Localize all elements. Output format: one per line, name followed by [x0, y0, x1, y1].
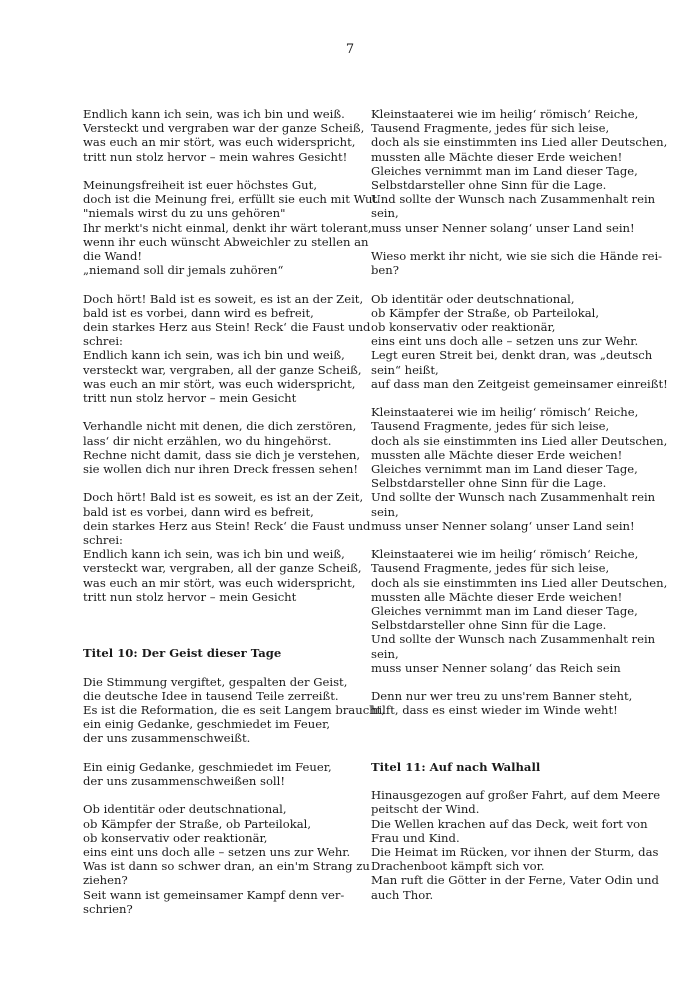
verse-line: lass‘ dir nicht erzählen, wo du hingehörst.: [83, 433, 332, 448]
stanza: [83, 802, 370, 916]
verse-line: auf dass man den Zeitgeist gemeinsamer einreißt!: [371, 376, 668, 391]
right-stanzas-b: [371, 788, 661, 902]
verse-line: mussten alle Mächte dieser Erde weichen!: [371, 589, 623, 604]
stanza: [371, 788, 661, 902]
stanza: [83, 674, 385, 746]
verse-line: was euch an mir stört, was euch widerspricht,: [83, 135, 356, 150]
stanza: [83, 419, 361, 477]
verse-line: Die Stimmung vergiftet, gespalten der Geist,: [83, 674, 348, 689]
verse-line: auch Thor.: [371, 887, 434, 902]
stanza: [83, 107, 365, 164]
verse-line: der uns zusammenschweißen soll!: [83, 774, 285, 789]
verse-line: Endlich kann ich sein, was ich bin und weiß,: [83, 348, 345, 363]
verse-line: Die Heimat im Rücken, vor ihnen der Sturm, das: [371, 845, 659, 860]
verse-line: Und sollte der Wunsch nach Zusammenhalt rein: [371, 192, 656, 207]
verse-line: versteckt war, vergraben, all der ganze Scheiß,: [83, 561, 362, 576]
verse-line: Meinungsfreiheit ist euer höchstes Gut,: [83, 178, 317, 192]
verse-line: Die Wellen krachen auf das Deck, weit fort von: [371, 816, 648, 831]
verse-line: Gleiches vernimmt man im Land dieser Tage,: [371, 462, 638, 477]
verse-line: Und sollte der Wunsch nach Zusammenhalt rein: [371, 632, 656, 647]
stanza: [83, 490, 371, 604]
verse-line: bald ist es vorbei, dann wird es befreit,: [83, 305, 314, 320]
verse-line: Endlich kann ich sein, was ich bin und weiß.: [83, 107, 345, 121]
left-column: [83, 107, 385, 930]
verse-line: Selbstdarsteller ohne Sinn für die Lage.: [371, 618, 607, 633]
page-number: 7: [345, 42, 355, 57]
verse-line: Rechne nicht damit, dass sie dich je verstehen,: [83, 447, 361, 462]
verse-line: Ein einig Gedanke, geschmiedet im Feuer,: [83, 759, 332, 774]
verse-line: ein einig Gedanke, geschmiedet im Feuer,: [83, 717, 331, 732]
right-stanzas-a: [371, 107, 668, 718]
stanza: [371, 291, 668, 391]
left-stanzas-a: [83, 107, 381, 604]
verse-line: peitscht der Wind.: [371, 802, 480, 817]
verse-line: Ob identitär oder deutschnational,: [371, 291, 575, 306]
verse-line: Kleinstaaterei wie im heilig‘ römisch‘ Reiche,: [371, 405, 639, 420]
verse-line: tritt nun stolz hervor – mein Gesicht: [83, 391, 297, 406]
verse-line: dein starkes Herz aus Stein! Reck‘ die Faust und: [83, 320, 371, 335]
stanza: [371, 405, 668, 533]
verse-line: muss unser Nenner solang‘ das Reich sein: [371, 660, 621, 675]
verse-line: ob konservativ oder reaktionär,: [83, 830, 268, 845]
verse-line: Tausend Fragmente, jedes für sich leise,: [371, 121, 610, 136]
verse-line: Legt euren Streit bei, denkt dran, was „deutsch: [371, 348, 653, 363]
verse-line: "niemals wirst du zu uns gehören": [83, 206, 286, 221]
verse-line: doch als sie einstimmten ins Lied aller Deutschen,: [371, 575, 668, 590]
verse-line: eins eint uns doch alle – setzen uns zur Wehr.: [83, 845, 351, 860]
verse-line: muss unser Nenner solang‘ unser Land sein!: [371, 518, 635, 533]
verse-line: doch als sie einstimmten ins Lied aller Deutschen,: [371, 433, 668, 448]
verse-line: Doch hört! Bald ist es soweit, es ist an der Zeit,: [83, 490, 364, 505]
verse-line: wenn ihr euch wünscht Abweichler zu stellen an: [83, 234, 369, 249]
verse-line: ziehen?: [83, 873, 128, 888]
verse-line: schrei:: [83, 533, 123, 548]
verse-line: schrei:: [83, 334, 123, 349]
stanza: [371, 547, 668, 675]
verse-line: Tausend Fragmente, jedes für sich leise,: [371, 419, 610, 434]
stanza: [371, 107, 668, 235]
stanza: [83, 760, 331, 788]
verse-line: Was ist dann so schwer dran, an ein'm Strang zu: [83, 859, 370, 874]
verse-line: der uns zusammenschweißt.: [83, 731, 251, 746]
left-stanzas-b: [83, 674, 385, 916]
verse-line: Denn nur wer treu zu uns'rem Banner steht,: [371, 689, 633, 704]
verse-line: Es ist die Reformation, die es seit Langem braucht,: [83, 703, 385, 718]
verse-line: sein,: [371, 206, 399, 221]
verse-line: sein,: [371, 646, 399, 661]
verse-line: was euch an mir stört, was euch widerspricht,: [83, 376, 356, 391]
verse-line: Frau und Kind.: [371, 830, 460, 845]
verse-line: versteckt war, vergraben, all der ganze Scheiß,: [83, 362, 362, 377]
verse-line: Gleiches vernimmt man im Land dieser Tage,: [371, 163, 638, 178]
verse-line: doch ist die Meinung frei, erfüllt sie euch mit Wut.: [83, 192, 381, 207]
verse-line: „niemand soll dir jemals zuhören“: [83, 263, 284, 278]
verse-line: Wieso merkt ihr nicht, wie sie sich die Hände rei-: [371, 249, 663, 264]
verse-line: Und sollte der Wunsch nach Zusammenhalt rein: [371, 490, 656, 505]
verse-line: Ob identitär oder deutschnational,: [83, 802, 287, 817]
verse-line: mussten alle Mächte dieser Erde weichen!: [371, 447, 623, 462]
stanza: [371, 689, 633, 718]
verse-line: mussten alle Mächte dieser Erde weichen!: [371, 149, 623, 164]
verse-line: Verhandle nicht mit denen, die dich zerstören,: [83, 419, 357, 434]
section-title-11: Titel 11: Auf nach Walhall: [371, 759, 541, 774]
verse-line: Seit wann ist gemeinsamer Kampf denn ver-: [83, 887, 345, 902]
verse-line: eins eint uns doch alle – setzen uns zur Wehr.: [371, 334, 639, 349]
verse-line: Versteckt und vergraben war der ganze Scheiß,: [83, 121, 365, 136]
verse-line: doch als sie einstimmten ins Lied aller Deutschen,: [371, 135, 668, 150]
verse-line: ben?: [371, 263, 399, 278]
verse-line: Tausend Fragmente, jedes für sich leise,: [371, 561, 610, 576]
stanza: [83, 291, 371, 406]
verse-line: Endlich kann ich sein, was ich bin und weiß,: [83, 547, 345, 562]
verse-line: Man ruft die Götter in der Ferne, Vater Odin und: [371, 873, 659, 888]
verse-line: sie wollen dich nur ihren Dreck fressen sehen!: [83, 462, 358, 477]
verse-line: Selbstdarsteller ohne Sinn für die Lage.: [371, 476, 607, 491]
verse-line: dein starkes Herz aus Stein! Reck‘ die Faust und: [83, 518, 371, 533]
verse-line: tritt nun stolz hervor – mein Gesicht: [83, 589, 297, 604]
section-title-10: Titel 10: Der Geist dieser Tage: [83, 646, 282, 661]
verse-line: was euch an mir stört, was euch widerspricht,: [83, 575, 356, 590]
verse-line: tritt nun stolz hervor – mein wahres Gesicht!: [83, 149, 348, 164]
verse-line: Kleinstaaterei wie im heilig‘ römisch‘ Reiche,: [371, 547, 639, 562]
verse-line: bald ist es vorbei, dann wird es befreit,: [83, 504, 314, 519]
verse-line: hilft, dass es einst wieder im Winde weht!: [371, 703, 618, 718]
stanza: [371, 249, 663, 278]
verse-line: ob konservativ oder reaktionär,: [371, 320, 556, 335]
verse-line: Selbstdarsteller ohne Sinn für die Lage.: [371, 178, 607, 193]
verse-line: Hinausgezogen auf großer Fahrt, auf dem Meere: [371, 788, 661, 803]
verse-line: ob Kämpfer der Straße, ob Parteilokal,: [83, 816, 312, 831]
verse-line: ob Kämpfer der Straße, ob Parteilokal,: [371, 305, 600, 320]
verse-line: die Wand!: [83, 249, 143, 264]
verse-line: sein“ heißt,: [371, 362, 439, 377]
verse-line: Doch hört! Bald ist es soweit, es ist an der Zeit,: [83, 291, 364, 306]
verse-line: Gleiches vernimmt man im Land dieser Tage,: [371, 604, 638, 619]
verse-line: Drachenboot kämpft sich vor.: [371, 859, 545, 874]
verse-line: Ihr merkt's nicht einmal, denkt ihr wärt tolerant,: [83, 220, 372, 235]
verse-line: sein,: [371, 504, 399, 519]
verse-line: schrien?: [83, 901, 133, 916]
verse-line: Kleinstaaterei wie im heilig‘ römisch‘ Reiche,: [371, 107, 639, 121]
stanza: [83, 178, 381, 278]
verse-line: die deutsche Idee in tausend Teile zerreißt.: [83, 688, 339, 703]
verse-line: muss unser Nenner solang‘ unser Land sein!: [371, 220, 635, 235]
right-column: [371, 107, 668, 916]
